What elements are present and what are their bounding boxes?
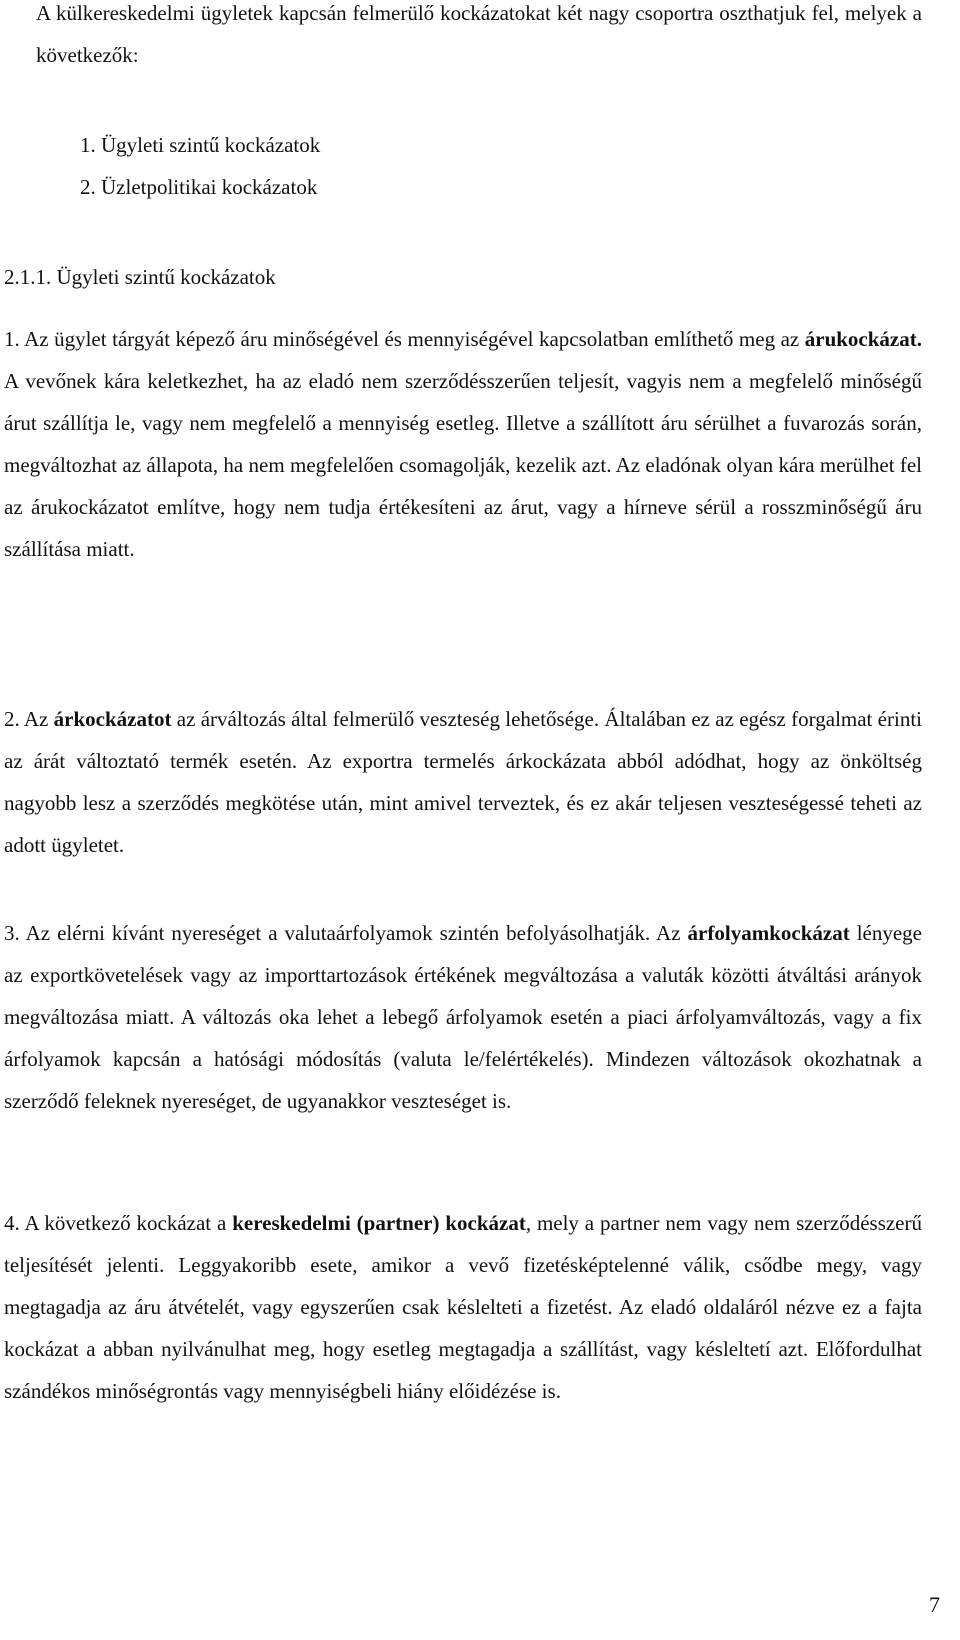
paragraph-4-text-a: 4. A következő kockázat a: [4, 1211, 233, 1235]
paragraph-3-text-b: lényege az exportkövetelések vagy az importtartozások értékének megváltozása a valuták közötti átváltási arányok megváltozása miatt. A változás oka lehet a lebegő árfolyamok esetén a piaci árfolyamváltozás, vagy a fix árfolyamok kapcsán a hatósági módosítás (valuta le/felértékelés). Mindezen változások okozhatnak a szerződő feleknek nyereséget, de ugyanakkor veszteséget is.: [4, 921, 922, 1113]
list-item: 1. Ügyleti szintű kockázatok: [80, 133, 321, 157]
list-item: 2. Üzletpolitikai kockázatok: [80, 175, 318, 199]
section-heading: 2.1.1. Ügyleti szintű kockázatok: [4, 265, 276, 289]
paragraph-1-text-a: 1. Az ügylet tárgyát képező áru minőségével és mennyiségével kapcsolatban említhető meg az: [4, 327, 805, 351]
paragraph-2-keyword: árkockázatot: [53, 707, 172, 731]
paragraph-3-keyword: árfolyamkockázat: [687, 921, 850, 945]
intro-paragraph: A külkereskedelmi ügyletek kapcsán felmerülő kockázatokat két nagy csoportra oszthatjuk fel, melyek a következők:: [36, 1, 922, 67]
paragraph-2-text-a: 2. Az: [4, 707, 54, 731]
paragraph-3: [4, 912, 922, 1122]
paragraph-4-text-b: , mely a partner nem vagy nem szerződésszerű teljesítését jelenti. Leggyakoribb esete, amikor a vevő fizetésképtelenné válik, csődbe megy, vagy megtagadja az áru átvételét, vagy egyszerűen csak késlelteti a fizetést. Az eladó oldaláról nézve ez a fajta kockázat a abban nyilvánulhat meg, hogy esetleg megtagadja a szállítást, vagy késleltetí azt. Előfordulhat szándékos minőségrontás vagy mennyiségbeli hiány előidézése is.: [4, 1211, 922, 1403]
paragraph-1-keyword: árukockázat.: [804, 327, 922, 351]
page-number: 7: [929, 1592, 940, 1617]
paragraph-2: [4, 698, 922, 866]
paragraph-4: [4, 1202, 922, 1412]
paragraph-1: [4, 318, 922, 570]
paragraph-2-text-b: az árváltozás által felmerülő veszteség lehetősége. Általában ez az egész forgalmat érinti az árát változtató termék esetén. Az exportra termelés árkockázata abból adódhat, hogy az önköltség nagyobb lesz a szerződés megkötése után, mint amivel terveztek, és ez akár teljesen veszteségessé teheti az adott ügyletet.: [4, 707, 922, 857]
paragraph-3-text-a: 3. Az elérni kívánt nyereséget a valutaárfolyamok szintén befolyásolhatják. Az: [4, 921, 688, 945]
paragraph-1-text-b: A vevőnek kára keletkezhet, ha az eladó nem szerződésszerűen teljesít, vagyis nem a megfelelő minőségű árut szállítja le, vagy nem megfelelő a mennyiség esetleg. Illetve a szállított áru sérülhet a fuvarozás során, megváltozhat az állapota, ha nem megfelelően csomagolják, kezelik azt. Az eladónak olyan kára merülhet fel az árukockázatot említve, hogy nem tudja értékesíteni az árut, vagy a hírneve sérül a rosszminőségű áru szállítása miatt.: [4, 369, 922, 561]
paragraph-4-keyword: kereskedelmi (partner) kockázat: [232, 1211, 526, 1235]
